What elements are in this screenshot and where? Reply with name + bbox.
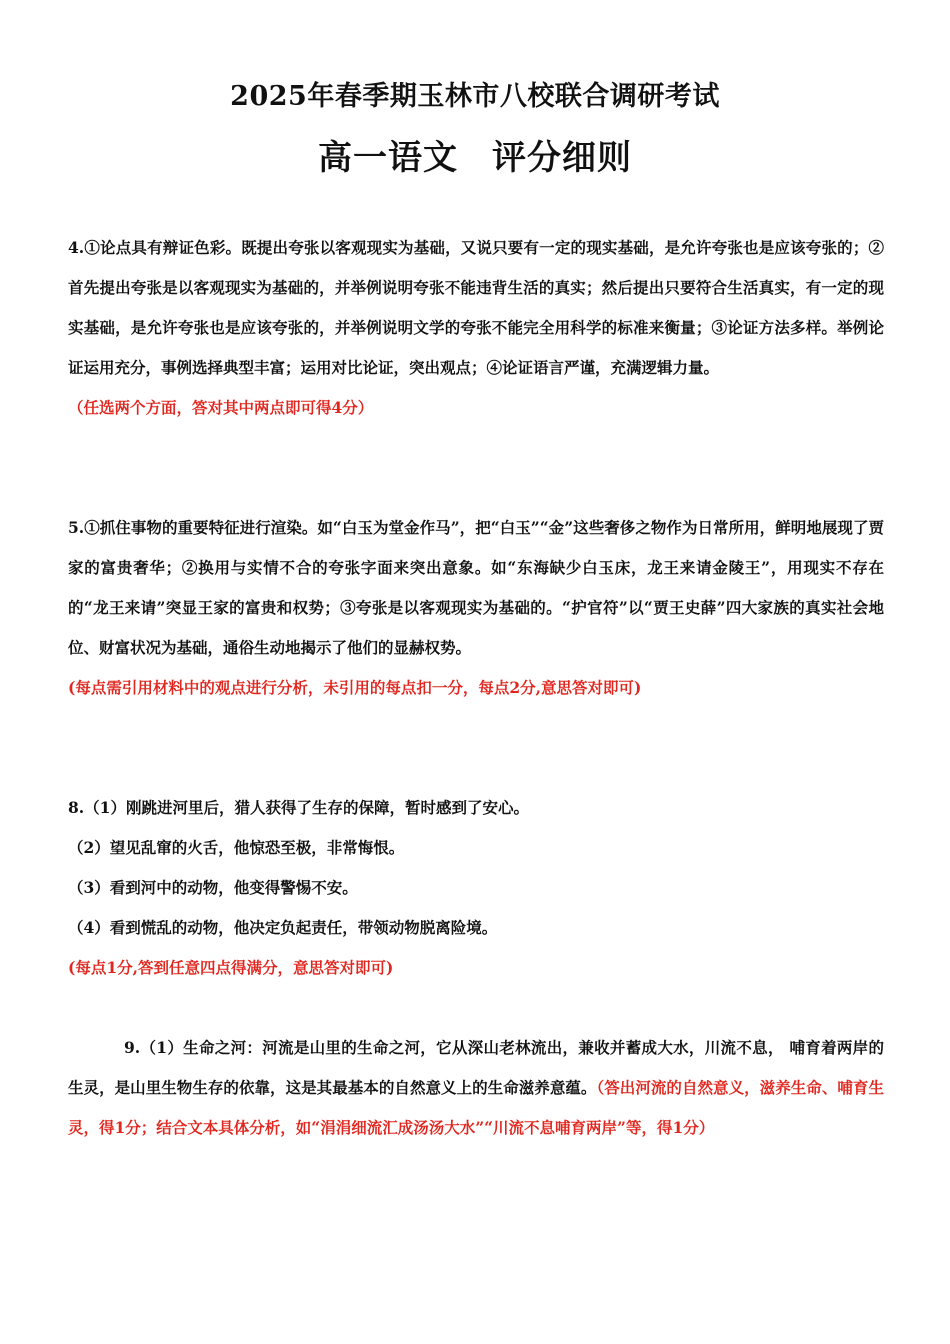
question-8-item: （2）望见乱窜的火舌，他惊恐至极，非常悔恨。 bbox=[68, 838, 405, 857]
question-8-section bbox=[68, 788, 884, 988]
subject-name: 高一语文 bbox=[318, 138, 458, 178]
question-9-paragraph bbox=[68, 1028, 884, 1148]
question-4-scoring-note: （任选两个方面，答对其中两点即可得4分） bbox=[68, 398, 374, 417]
exam-title: 2025年春季期玉林市八校联合调研考试 bbox=[230, 81, 720, 112]
question-8-item: 8.（1）刚跳进河里后，猎人获得了生存的保障，暂时感到了安心。 bbox=[68, 798, 529, 817]
question-4-answer: 4.①论点具有辩证色彩。既提出夸张以客观现实为基础，又说只要有一定的现实基础，是允许夸张也是应该夸张的；②首先提出夸张是以客观现实为基础的，并举例说明夸张不能违背生活的真实；然后提出只要符合生活真实，有一定的现实基础，是允许夸张也是应该夸张的，并举例说明文学的夸张不能完全用科学的标准来衡量；③论证方法多样。举例论证运用充分，事例选择典型丰富；运用对比论证，突出观点；④论证语言严谨，充满逻辑力量。 bbox=[68, 238, 884, 377]
question-9-scoring-note: （答出河流的自然意义，滋养生命、哺育生灵，得1分；结合文本具体分析，如“涓涓细流汇成汤汤大水”“川流不息哺育两岸”等，得1分） bbox=[68, 1078, 884, 1137]
question-8-scoring-note: (每点1分,答到任意四点得满分，意思答对即可) bbox=[68, 958, 394, 977]
question-5-scoring-note: (每点需引用材料中的观点进行分析，未引用的每点扣一分，每点2分,意思答对即可) bbox=[68, 678, 642, 697]
question-9-section bbox=[68, 1028, 884, 1148]
question-5-section bbox=[68, 508, 884, 708]
question-5-answer: 5.①抓住事物的重要特征进行渲染。如“白玉为堂金作马”，把“白玉”“金”这些奢侈之物作为日常所用，鲜明地展现了贾家的富贵奢华；②换用与实情不合的夸张字面来突出意象。如“东海缺少白玉床，龙王来请金陵王”，用现实不存在的“龙王来请”突显王家的富贵和权势；③夸张是以客观现实为基础的。“护官符”以“贾王史薛”四大家族的真实社会地位、财富状况为基础，通俗生动地揭示了他们的显赫权势。 bbox=[68, 518, 884, 657]
question-8-item: （3）看到河中的动物，他变得警惕不安。 bbox=[68, 878, 358, 897]
question-4-section bbox=[68, 228, 884, 428]
subject-heading bbox=[0, 130, 950, 179]
doc-type: 评分细则 bbox=[492, 138, 632, 178]
question-8-item: （4）看到慌乱的动物，他决定负起责任，带领动物脱离险境。 bbox=[68, 918, 498, 937]
question-9-answer: 9.（1）生命之河：河流是山里的生命之河，它从深山老林流出，兼收并蓄成大水，川流不息， 哺育着两岸的生灵，是山里生物生存的依靠，这是其最基本的自然意义上的生命滋养意蕴。 bbox=[68, 1038, 884, 1097]
